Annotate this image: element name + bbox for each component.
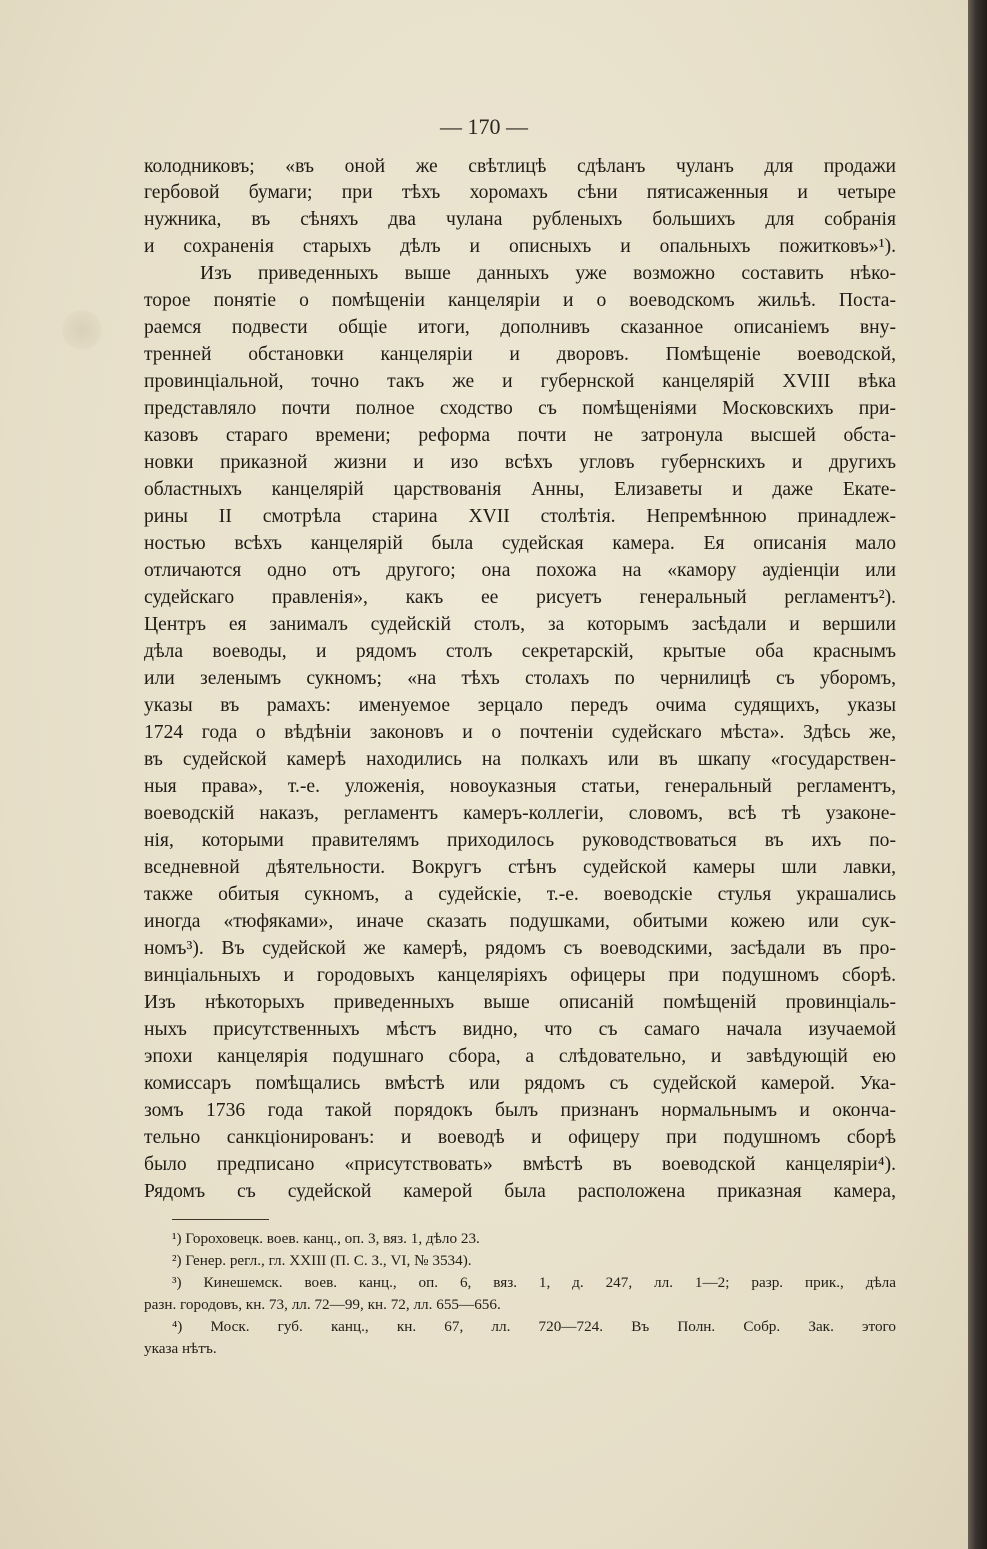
text-line: казовъ стараго времени; реформа почти не затронула высшей обста- bbox=[144, 425, 896, 446]
footnote-3-cont: разн. городовъ, кн. 73, лл. 72—99, кн. 72, лл. 655—656. bbox=[144, 1296, 501, 1313]
text-line: ныя права», т.-е. уложенія, новоуказныя статьи, генеральный регламентъ, bbox=[144, 776, 896, 797]
text-line: воеводскій наказъ, регламентъ камеръ-коллегіи, словомъ, всѣ тѣ узаконе- bbox=[144, 803, 896, 824]
text-line: въ судейской камерѣ находились на полкахъ или въ шкапу «государствен- bbox=[144, 749, 896, 770]
text-line: представляло почти полное сходство съ помѣщеніями Московскихъ при- bbox=[144, 398, 896, 419]
text-line: или зеленымъ сукномъ; «на тѣхъ столахъ по чернилицѣ съ уборомъ, bbox=[144, 668, 896, 689]
text-line: отличаются одно отъ другого; она похожа на «камору аудіенціи или bbox=[144, 560, 896, 581]
text-line: раемся подвести общіе итоги, дополнивъ сказанное описаніемъ вну- bbox=[144, 317, 896, 338]
text-line: дѣла воеводы, и рядомъ столъ секретарскій, крытые оба краснымъ bbox=[144, 641, 896, 662]
text-line: вседневной дѣятельности. Вокругъ стѣнъ судейской камеры шли лавки, bbox=[144, 857, 896, 878]
text-line: было предписано «присутствовать» вмѣстѣ въ воеводской канцеляріи⁴). bbox=[144, 1154, 896, 1175]
paragraph-start-line: Изъ приведенныхъ выше данныхъ уже возможно составить нѣко- bbox=[200, 263, 896, 284]
text-line: и сохраненія старыхъ дѣлъ и описныхъ и опальныхъ пожитковъ»¹). bbox=[144, 236, 896, 257]
text-line: нія, которыми правителямъ приходилось руководствоваться въ ихъ по- bbox=[144, 830, 896, 851]
text-line: Рядомъ съ судейской камерой была расположена приказная камера, bbox=[144, 1181, 896, 1202]
text-line: нужника, въ сѣняхъ два чулана рубленыхъ большихъ для собранія bbox=[144, 209, 896, 230]
text-line: указы въ рамахъ: именуемое зерцало передъ очима судящихъ, указы bbox=[144, 695, 896, 716]
book-spine-edge bbox=[968, 0, 987, 1549]
text-line: Центръ ея занималъ судейскій столъ, за которымъ засѣдали и вершили bbox=[144, 614, 896, 635]
text-line: винціальныхъ и городовыхъ канцеляріяхъ офицеры при подушномъ сборѣ. bbox=[144, 965, 896, 986]
text-line: рины II смотрѣла старина XVII столѣтія. Непремѣнною принадлеж- bbox=[144, 506, 896, 527]
page-number: — 170 — bbox=[440, 114, 528, 139]
text-line: новки приказной жизни и изо всѣхъ угловъ губернскихъ и другихъ bbox=[144, 452, 896, 473]
text-line: комиссаръ помѣщались вмѣстѣ или рядомъ съ судейской камерой. Ука- bbox=[144, 1073, 896, 1094]
text-line: 1724 года о вѣдѣніи законовъ и о почтеніи судейскаго мѣста». Здѣсь же, bbox=[144, 722, 896, 743]
text-line: областныхъ канцелярій царствованія Анны, Елизаветы и даже Екате- bbox=[144, 479, 896, 500]
footnote-divider bbox=[172, 1219, 269, 1220]
text-line: тренней обстановки канцеляріи и дворовъ. Помѣщеніе воеводской, bbox=[144, 344, 896, 365]
footnote-3: ³) Кинешемск. воев. канц., оп. 6, вяз. 1, д. 247, лл. 1—2; разр. прик., дѣла bbox=[172, 1274, 896, 1291]
footnote-4-cont: указа нѣтъ. bbox=[144, 1340, 217, 1357]
text-line: гербовой бумаги; при тѣхъ хоромахъ сѣни пятисаженныя и четыре bbox=[144, 182, 896, 203]
text-line: Изъ нѣкоторыхъ приведенныхъ выше описаній помѣщеній провинціаль- bbox=[144, 992, 896, 1013]
text-line: тельно санкціонированъ: и воеводѣ и офицеру при подушномъ сборѣ bbox=[144, 1127, 896, 1148]
text-line: также обитыя сукномъ, а судейскіе, т.-е. воеводскіе стулья украшались bbox=[144, 884, 896, 905]
footnote-2: ²) Генер. регл., гл. XXIII (П. С. З., VI, № 3534). bbox=[172, 1252, 472, 1269]
page-stain bbox=[62, 310, 102, 350]
text-line: эпохи канцелярія подушнаго сбора, а слѣдовательно, и завѣдующій ею bbox=[144, 1046, 896, 1067]
text-line: зомъ 1736 года такой порядокъ былъ признанъ нормальнымъ и оконча- bbox=[144, 1100, 896, 1121]
text-line: торое понятіе о помѣщеніи канцеляріи и о воеводскомъ жильѣ. Поста- bbox=[144, 290, 896, 311]
text-line: иногда «тюфяками», иначе сказать подушками, обитыми кожею или сук- bbox=[144, 911, 896, 932]
text-line: судейскаго правленія», какъ ее рисуетъ генеральный регламентъ²). bbox=[144, 587, 896, 608]
text-line: ностью всѣхъ канцелярій была судейская камера. Ея описанія мало bbox=[144, 533, 896, 554]
text-line: провинціальной, точно такъ же и губернской канцелярій XVIII вѣка bbox=[144, 371, 896, 392]
text-line: колодниковъ; «въ оной же свѣтлицѣ сдѣланъ чуланъ для продажи bbox=[144, 156, 896, 177]
text-line: номъ³). Въ судейской же камерѣ, рядомъ съ воеводскими, засѣдали въ про- bbox=[144, 938, 896, 959]
text-line: ныхъ присутственныхъ мѣстъ видно, что съ самаго начала изучаемой bbox=[144, 1019, 896, 1040]
footnote-1: ¹) Гороховецк. воев. канц., оп. 3, вяз. 1, дѣло 23. bbox=[172, 1230, 480, 1247]
footnote-4: ⁴) Моск. губ. канц., кн. 67, лл. 720—724. Въ Полн. Собр. Зак. этого bbox=[172, 1318, 896, 1335]
